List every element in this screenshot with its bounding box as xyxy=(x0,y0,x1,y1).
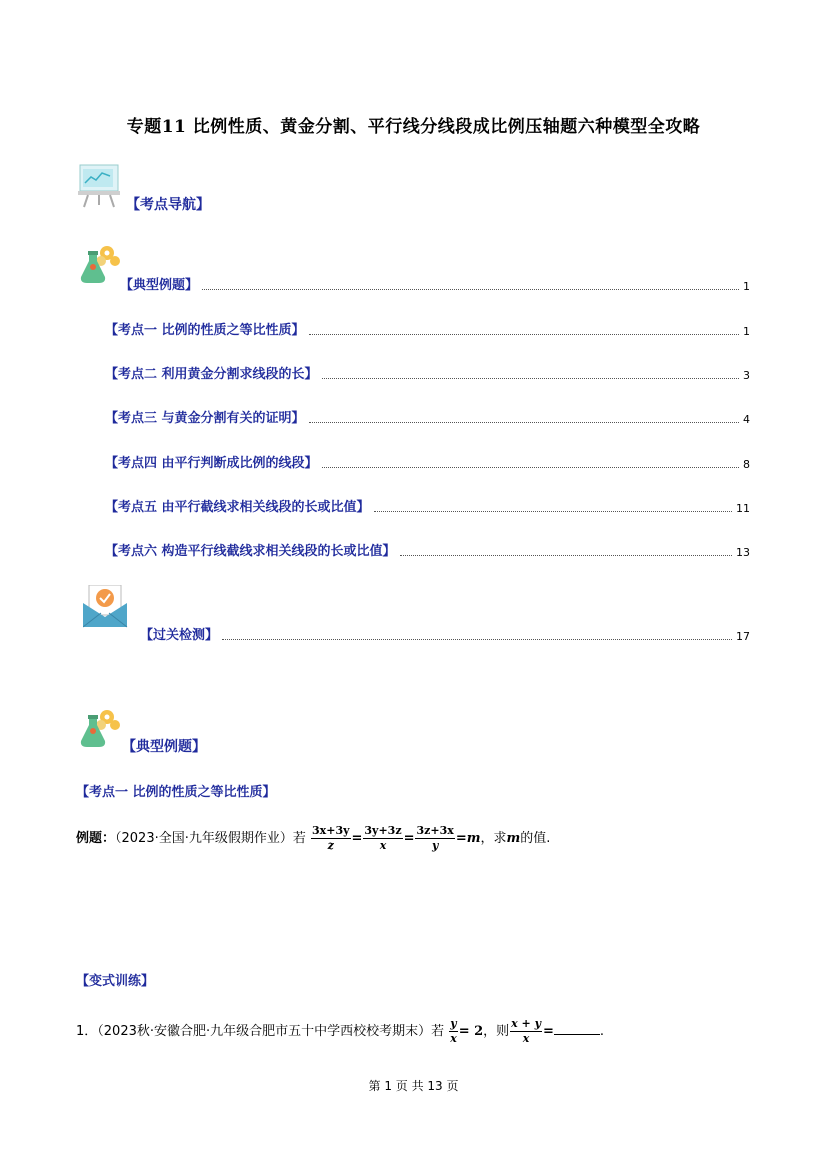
toc-page-number: 3 xyxy=(743,369,750,382)
toc-leader xyxy=(322,466,739,468)
toc-page-number: 17 xyxy=(736,630,750,643)
toc-page-number: 1 xyxy=(743,325,750,338)
variant-heading: 【变式训练】 xyxy=(76,974,155,989)
flask-icon xyxy=(77,245,121,285)
toc-entry-point-6[interactable] xyxy=(105,540,750,559)
toc-leader xyxy=(222,638,732,640)
fraction: $\frac{3z+3x}{y}$ xyxy=(416,824,454,852)
toc-entry-point-1[interactable] xyxy=(105,319,750,338)
envelope-check-icon xyxy=(83,585,129,629)
toc-label: 【典型例题】 xyxy=(120,278,199,293)
toc-label: 【考点一 比例的性质之等比性质】 xyxy=(105,323,305,338)
toc-leader xyxy=(322,377,739,379)
toc-leader xyxy=(400,554,732,556)
toc-label: 【考点二 利用黄金分割求线段的长】 xyxy=(105,367,318,382)
fraction: $\frac{3x+3y}{z}$ xyxy=(312,824,350,852)
toc-entry-check[interactable] xyxy=(140,624,750,643)
toc-page-number: 11 xyxy=(736,502,750,515)
section-heading: 【典型例题】 xyxy=(122,739,206,755)
toc-leader xyxy=(309,421,739,423)
toc-leader xyxy=(202,288,739,290)
toc-entry-point-4[interactable] xyxy=(105,452,750,471)
toc-entry-point-3[interactable] xyxy=(105,407,750,426)
example-line: 例题：（2023·全国·九年级假期作业）若 $\frac{3x+3y}{z}$ = $\frac{3y+3z}{x}$ = $\frac{3z+3x}{y}$ =m，求m的值. xyxy=(76,824,551,852)
fraction: $\frac{3y+3z}{x}$ xyxy=(364,824,402,852)
toc-entry-examples[interactable] xyxy=(120,274,750,293)
toc-page-number: 4 xyxy=(743,413,750,426)
toc-page-number: 1 xyxy=(743,280,750,293)
page-title: 专题11 比例性质、黄金分割、平行线分线段成比例压轴题六种模型全攻略 xyxy=(126,117,701,137)
toc-label: 【过关检测】 xyxy=(140,628,219,643)
flask-icon xyxy=(77,709,121,749)
page-footer: 第 1 页 共 13 页 xyxy=(368,1079,459,1093)
toc-page-number: 13 xyxy=(736,546,750,559)
question-source: （2023秋·安徽合肥·九年级合肥市五十中学西校校考期末）若 xyxy=(97,1024,445,1039)
toc-entry-point-5[interactable] xyxy=(105,496,750,515)
toc-leader xyxy=(309,333,739,335)
toc-page-number: 8 xyxy=(743,458,750,471)
toc-leader xyxy=(374,510,732,512)
fraction: $\frac{y}{x}$ xyxy=(450,1017,457,1045)
toc-label: 【考点五 由平行截线求相关线段的长或比值】 xyxy=(105,500,370,515)
nav-heading: 【考点导航】 xyxy=(126,197,210,213)
example-source: （2023·全国·九年级假期作业）若 xyxy=(115,831,306,846)
point-heading: 【考点一 比例的性质之等比性质】 xyxy=(76,785,276,800)
presentation-board-icon xyxy=(78,163,122,209)
question-1: 1．（2023秋·安徽合肥·九年级合肥市五十中学西校校考期末）若 $\frac{y}{x}$ = 2，则 $\frac{x + y}{x}$ = . xyxy=(76,1017,605,1045)
toc-entry-point-2[interactable] xyxy=(105,363,750,382)
toc-label: 【考点六 构造平行线截线求相关线段的长或比值】 xyxy=(105,544,396,559)
answer-blank[interactable] xyxy=(554,1022,600,1035)
example-label: 例题： xyxy=(76,831,116,846)
toc-label: 【考点四 由平行判断成比例的线段】 xyxy=(105,456,318,471)
fraction: $\frac{x + y}{x}$ xyxy=(511,1017,541,1045)
toc-label: 【考点三 与黄金分割有关的证明】 xyxy=(105,411,305,426)
